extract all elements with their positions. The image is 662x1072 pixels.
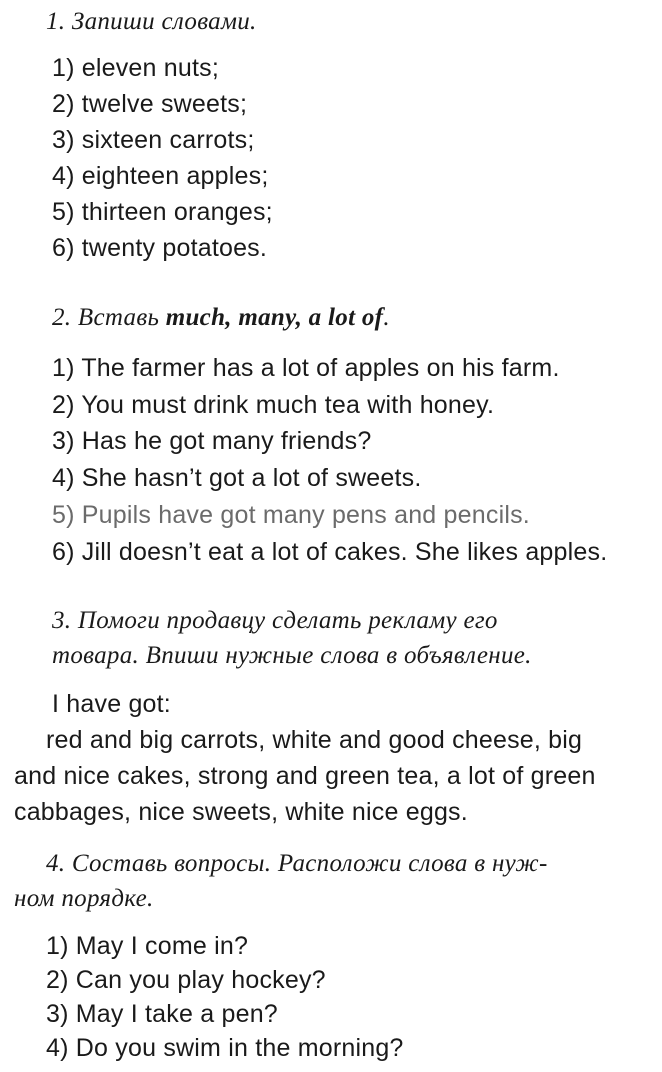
section-3-text-line-1: red and big carrots, white and good cheese, big: [46, 726, 583, 754]
section-3-heading-line-2: товара. Впиши нужные слова в объявление.: [52, 642, 532, 669]
section-4-heading-line-2: ном порядке.: [14, 885, 154, 912]
section-2-item-3: 3) Has he got many friends?: [52, 427, 372, 455]
section-3-heading-line-1: 3. Помоги продавцу сделать рекламу его: [52, 607, 498, 634]
section-1-item-3: 3) sixteen carrots;: [52, 126, 255, 154]
section-3-text-line-2: and nice cakes, strong and green tea, a lot of green: [14, 762, 596, 790]
section-2-item-5: 5) Pupils have got many pens and pencils.: [52, 501, 530, 529]
section-2-item-6: 6) Jill doesn’t eat a lot of cakes. She likes apples.: [52, 538, 608, 566]
section-2-heading-suffix: .: [383, 304, 390, 331]
section-4-item-2: 2) Can you play hockey?: [46, 966, 326, 994]
section-1-item-5: 5) thirteen oranges;: [52, 198, 273, 226]
section-3-text-line-3: cabbages, nice sweets, white nice eggs.: [14, 798, 468, 826]
section-1-heading: 1. Запиши словами.: [46, 8, 257, 35]
section-2-item-2: 2) You must drink much tea with honey.: [52, 391, 495, 419]
section-2-heading-prefix: 2. Вставь: [52, 304, 166, 331]
section-1-item-4: 4) eighteen apples;: [52, 162, 269, 190]
section-2-heading: [52, 300, 390, 336]
section-1-item-6: 6) twenty potatoes.: [52, 234, 268, 262]
section-1-item-2: 2) twelve sweets;: [52, 90, 248, 118]
section-2-item-1: 1) The farmer has a lot of apples on his farm.: [52, 354, 560, 382]
section-4-heading-line-1: 4. Составь вопросы. Расположи слова в нуж-: [46, 850, 548, 877]
section-1-item-1: 1) eleven nuts;: [52, 54, 219, 82]
section-2-item-4: 4) She hasn’t got a lot of sweets.: [52, 464, 422, 492]
section-3-intro: I have got:: [52, 690, 171, 718]
section-4-item-4: 4) Do you swim in the morning?: [46, 1034, 404, 1062]
section-2-heading-words: much, many, a lot of: [165, 304, 384, 331]
section-4-item-3: 3) May I take a pen?: [46, 1000, 278, 1028]
section-4-item-1: 1) May I come in?: [46, 932, 249, 960]
